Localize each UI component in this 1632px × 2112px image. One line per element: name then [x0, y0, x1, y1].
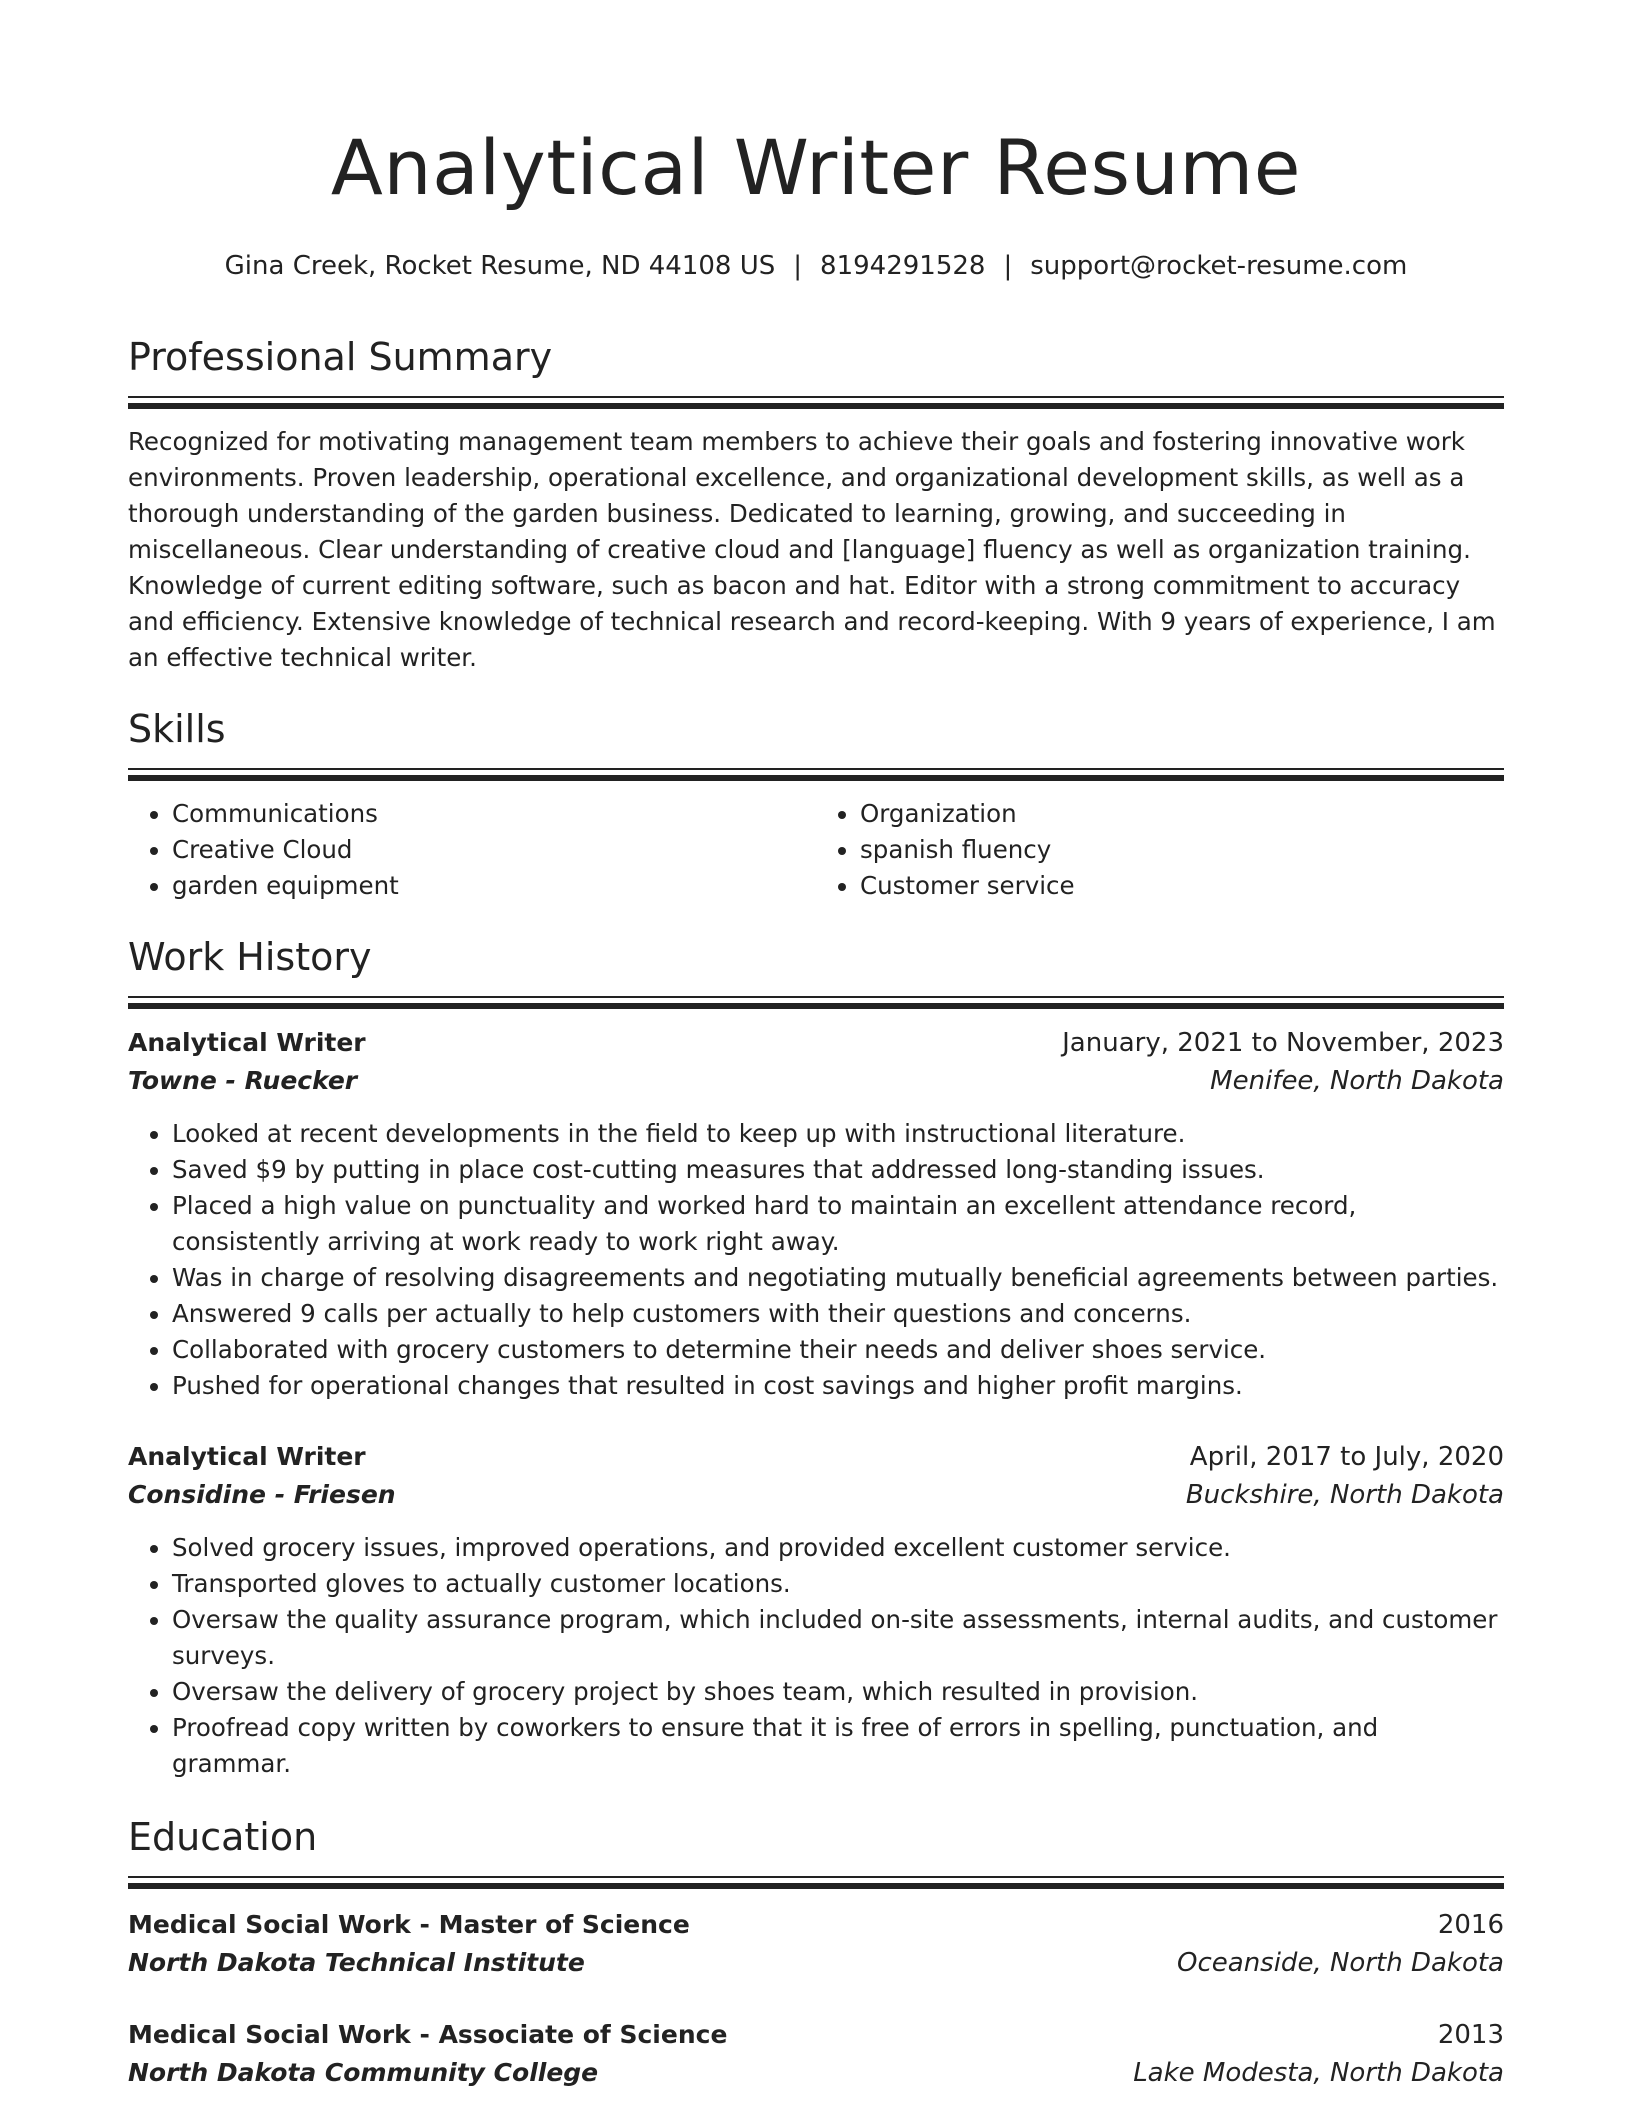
contact-phone: 8194291528 [820, 251, 986, 281]
contact-separator: | [793, 251, 803, 281]
job-location: Buckshire, North Dakota [1185, 1480, 1504, 1510]
contact-separator: | [1003, 251, 1013, 281]
job-company-row [128, 1062, 1504, 1100]
education-entry [128, 2016, 1504, 2092]
education-year: 2013 [1437, 2020, 1504, 2050]
job-bullet: • Answered 9 calls per actually to help customers with their questions and concerns. [172, 1296, 1504, 1332]
skill-item: • spanish fluency [860, 832, 1504, 868]
education-header-row [128, 1906, 1504, 1944]
skills-heading: Skills [128, 707, 226, 751]
education-school-row [128, 1944, 1504, 1982]
job-company-row [128, 1476, 1504, 1514]
education-heading: Education [128, 1815, 318, 1859]
education-school: North Dakota Technical Institute [128, 1948, 585, 1977]
work-history-section [128, 932, 1504, 1782]
job-bullet: • Oversaw the delivery of grocery project by shoes team, which resulted in provision. [172, 1674, 1504, 1710]
job-bullet: • Was in charge of resolving disagreements and negotiating mutually beneficial agreements between parties. [172, 1260, 1504, 1296]
summary-section [128, 332, 1504, 676]
job-bullets [128, 1530, 1504, 1782]
education-school: North Dakota Community College [128, 2058, 599, 2087]
job-company: Towne - Ruecker [128, 1066, 358, 1095]
contact-email: support@rocket-resume.com [1030, 251, 1408, 281]
job-bullets [128, 1116, 1504, 1404]
job-bullet: • Solved grocery issues, improved operations, and provided excellent customer service. [172, 1530, 1504, 1566]
resume-title: Analytical Writer Resume [330, 123, 1302, 212]
education-degree: Medical Social Work - Master of Science [128, 1910, 690, 1939]
job-dates: January, 2021 to November, 2023 [1062, 1028, 1504, 1058]
education-entry [128, 1906, 1504, 1982]
job-header-row [128, 1024, 1504, 1062]
education-year: 2016 [1437, 1910, 1504, 1940]
summary-text: Recognized for motivating management team members to achieve their goals and fostering innovative work environments. Proven leadership, operational excellence, and organizational development skills, as well as a thorough understanding of the garden business. Dedicated to learning, growing, and succeeding in miscellaneous. Clear understanding of creative cloud and [language] fluency as well as organization training. Knowledge of current editing software, such as bacon and hat. Editor with a strong commitment to accuracy and efficiency. Extensive knowledge of technical research and record-keeping. With 9 years of experience, I am an effective technical writer. [128, 427, 1496, 672]
education-location: Oceanside, North Dakota [1177, 1948, 1504, 1978]
job-dates: April, 2017 to July, 2020 [1189, 1442, 1504, 1472]
work-history-heading: Work History [128, 935, 372, 979]
skills-section [128, 704, 1504, 904]
skill-item: • Customer service [860, 868, 1504, 904]
education-header-row [128, 2016, 1504, 2054]
job-bullet: • Collaborated with grocery customers to determine their needs and deliver shoes service. [172, 1332, 1504, 1368]
section-divider [128, 996, 1504, 1006]
job-bullet: • Oversaw the quality assurance program, which included on-site assessments, internal audits, and customer surveys. [172, 1602, 1504, 1674]
education-degree: Medical Social Work - Associate of Science [128, 2020, 728, 2049]
job-title: Analytical Writer [128, 1028, 366, 1057]
skills-column-right [816, 796, 1504, 904]
skill-item: • Organization [860, 796, 1504, 832]
summary-heading: Professional Summary [128, 335, 553, 379]
job-bullet: • Transported gloves to actually customer locations. [172, 1566, 1504, 1602]
job-bullet: • Pushed for operational changes that resulted in cost savings and higher profit margins. [172, 1368, 1504, 1404]
job-bullet: • Proofread copy written by coworkers to ensure that it is free of errors in spelling, punctuation, and grammar. [172, 1710, 1504, 1782]
education-location: Lake Modesta, North Dakota [1133, 2058, 1504, 2088]
section-divider [128, 1876, 1504, 1886]
section-divider [128, 768, 1504, 778]
job-location: Menifee, North Dakota [1210, 1066, 1504, 1096]
skills-column-left [128, 796, 816, 904]
skill-item: • Communications [172, 796, 816, 832]
education-school-row [128, 2054, 1504, 2092]
job-entry [128, 1024, 1504, 1404]
job-title: Analytical Writer [128, 1442, 366, 1471]
education-section [128, 1812, 1504, 2092]
job-bullet: • Placed a high value on punctuality and worked hard to maintain an excellent attendance record, consistently arriving at work ready to work right away. [172, 1188, 1504, 1260]
job-entry [128, 1438, 1504, 1782]
contact-line [128, 248, 1504, 284]
skill-item: • Creative Cloud [172, 832, 816, 868]
job-bullet: • Saved $9 by putting in place cost-cutting measures that addressed long-standing issues. [172, 1152, 1504, 1188]
contact-address: Gina Creek, Rocket Resume, ND 44108 US [224, 251, 776, 281]
job-header-row [128, 1438, 1504, 1476]
job-company: Considine - Friesen [128, 1480, 396, 1509]
skill-item: • garden equipment [172, 868, 816, 904]
skills-grid [128, 796, 1504, 904]
section-divider [128, 396, 1504, 406]
job-bullet: • Looked at recent developments in the field to keep up with instructional literature. [172, 1116, 1504, 1152]
